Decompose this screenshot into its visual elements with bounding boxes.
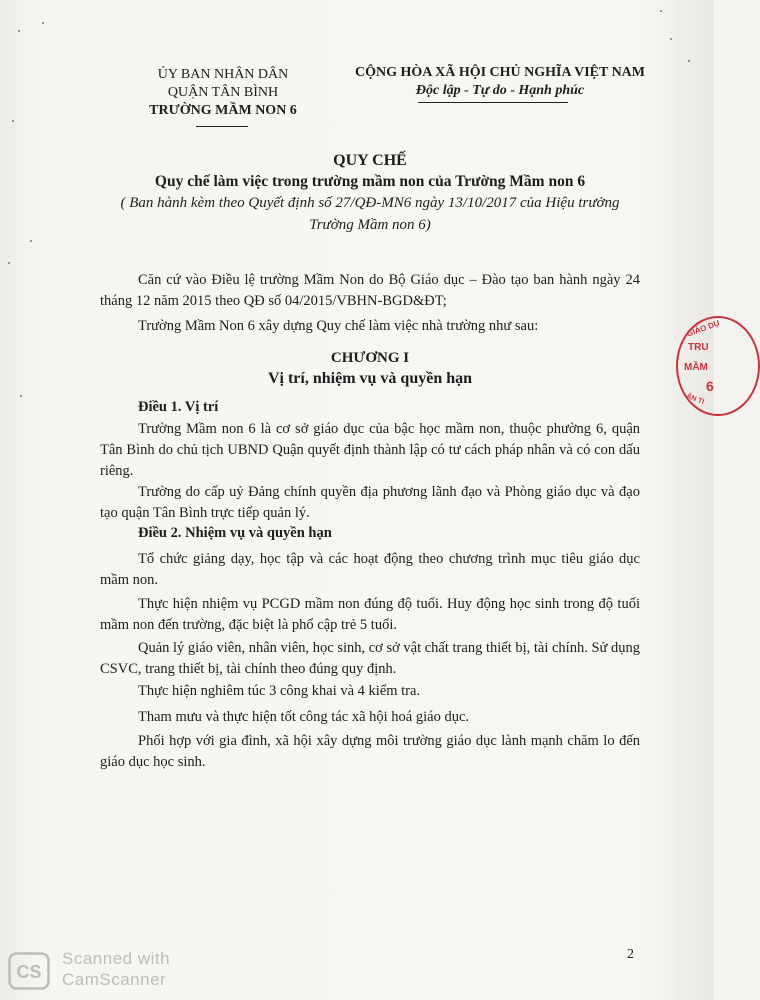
chapter-title: Vị trí, nhiệm vụ và quyền hạn: [267, 370, 473, 387]
school-name: TRƯỜNG MẦM NON 6: [149, 103, 297, 118]
camscanner-logo-icon: [8, 952, 50, 990]
scan-speck: [8, 262, 10, 264]
preamble-text-1: Căn cứ vào Điều lệ trường Mầm Non do Bộ Giáo dục – Đào tạo ban hành ngày 24 tháng 12 năm 2015 theo QĐ số 04/2015/VBHN-BGD&ĐT;: [100, 272, 640, 309]
article-2-item: [100, 731, 640, 773]
agency-line-1: ỦY BAN NHÂN DÂN: [157, 67, 289, 82]
scan-speck: [670, 38, 672, 40]
article-1-text-1: Trường Mầm non 6 là cơ sở giáo dục của bậc học mầm non, thuộc phường 6, quận Tân Bình do chủ tịch UBND Quận quyết định thành lập có tư cách pháp nhân và có con dấu riêng.: [100, 421, 640, 479]
article-2-item: [100, 638, 640, 680]
scan-speck: [18, 30, 20, 32]
seal-text-5: ÂN TI: [685, 393, 705, 406]
seal-text-4: 6: [706, 378, 714, 394]
article-1-heading: Điều 1. Vị trí: [138, 399, 219, 415]
article-2-item-text: Thực hiện nghiêm túc 3 công khai và 4 kiểm tra.: [138, 683, 421, 699]
article-1-text-2: Trường do cấp uỷ Đảng chính quyền địa phương lãnh đạo và Phòng giáo dục và đạo tạo quận Tân Bình trực tiếp quản lý.: [100, 484, 640, 521]
national-motto: Độc lập - Tự do - Hạnh phúc: [415, 83, 585, 98]
article-1-paragraph-1: [100, 419, 640, 482]
article-2-item-text: Phối hợp với gia đình, xã hội xây dựng môi trường giáo dục lành mạnh chăm lo đến giáo dục học sinh.: [100, 733, 640, 770]
document-title: QUY CHẾ: [333, 152, 407, 169]
document-subtitle: Quy chế làm việc trong trường mầm non của Trường Mầm non 6: [154, 173, 586, 190]
preamble-paragraph-2: [100, 316, 640, 337]
page-number: 2: [627, 947, 634, 962]
national-header: [340, 64, 660, 100]
scan-speck: [12, 120, 14, 122]
article-2-item-text: Quản lý giáo viên, nhân viên, học sinh, cơ sở vật chất trang thiết bị, tài chính. Sử dụng CSVC, trang thiết bị, tài chính theo đúng quy định.: [100, 640, 640, 677]
article-2-heading: Điều 2. Nhiệm vụ và quyền hạn: [138, 525, 332, 541]
seal-text-2: TRU: [688, 342, 709, 353]
agency-header: [118, 66, 328, 120]
motto-underline: [418, 102, 568, 103]
preamble-text-2: Trường Mầm Non 6 xây dựng Quy chế làm việc nhà trường như sau:: [138, 318, 539, 334]
agency-line-2: QUẬN TÂN BÌNH: [167, 85, 279, 100]
preamble-paragraph-1: [100, 270, 640, 312]
scan-speck: [20, 395, 22, 397]
scan-speck: [42, 22, 44, 24]
article-1-paragraph-2: [100, 482, 640, 524]
camscanner-logo-text: CS: [16, 962, 42, 982]
official-seal: [676, 316, 760, 416]
scan-speck: [660, 10, 662, 12]
camscanner-watermark: [62, 948, 170, 990]
article-2-item-text: Tổ chức giảng dạy, học tập và các hoạt động theo chương trình mục tiêu giáo dục mầm non.: [100, 551, 640, 588]
seal-text-3: MẦM: [684, 362, 708, 373]
article-2-item-text: Thực hiện nhiệm vụ PCGD mầm non đúng độ tuổi. Huy động học sinh trong độ tuổi mầm non đến trường, đặc biệt là phổ cập trẻ 5 tuổi.: [100, 596, 640, 633]
issuance-note-line-1: ( Ban hành kèm theo Quyết định số 27/QĐ-MN6 ngày 13/10/2017 của Hiệu trưởng: [120, 195, 620, 211]
scan-speck: [688, 60, 690, 62]
article-2-item: [100, 707, 640, 728]
chapter-number: CHƯƠNG I: [330, 350, 410, 366]
national-name: CỘNG HÒA XÃ HỘI CHỦ NGHĨA VIỆT NAM: [354, 65, 645, 80]
article-2-item: [100, 681, 640, 702]
scan-speck: [30, 240, 32, 242]
article-2-item: [100, 549, 640, 591]
agency-underline: [196, 126, 248, 127]
seal-text-1: GIÁO DỤ: [685, 318, 721, 339]
article-2-item-text: Tham mưu và thực hiện tốt công tác xã hội hoá giáo dục.: [138, 709, 470, 725]
issuance-note: [100, 192, 640, 236]
issuance-note-line-2: Trường Mầm non 6): [309, 217, 431, 233]
watermark-line-2: CamScanner: [62, 970, 167, 989]
article-2-item: [100, 594, 640, 636]
watermark-line-1: Scanned with: [62, 949, 171, 968]
